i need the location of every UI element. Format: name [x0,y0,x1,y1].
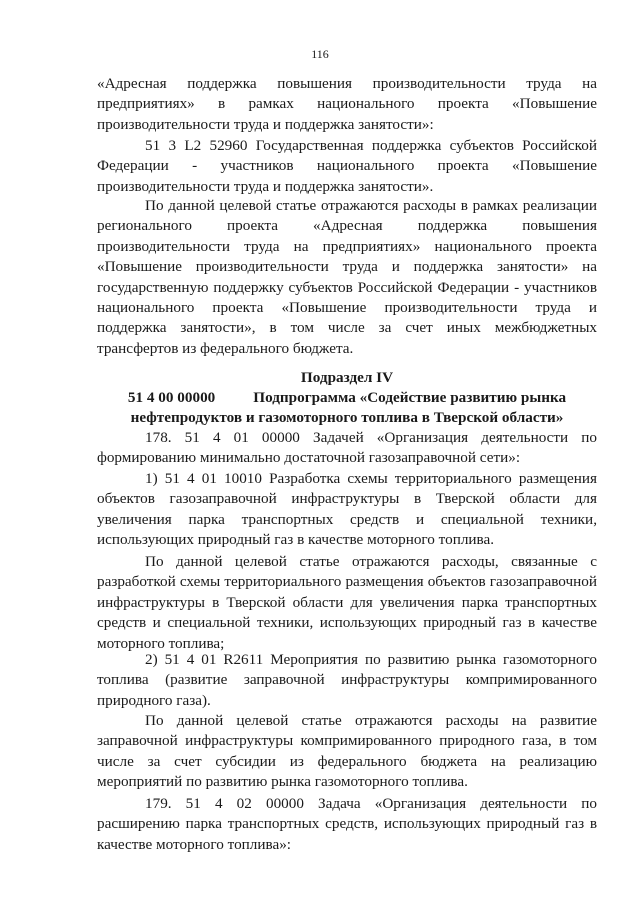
subprogram-code: 51 4 00 00000 [127,389,216,406]
paragraph-item-1-scheme-development: 1) 51 4 01 10010 Разработка схемы территориального размещения объектов газозаправочной инфраструктуры в Тверской области для увеличения парка транспортных средств и специальной техники, использующих природный газ в качестве моторного топлива. [97,470,597,549]
paragraph-expenses-description-3: По данной целевой статье отражаются расходы на развитие заправочной инфраструктуры компримированного природного газа, в том числе за счет субсидии из федерального бюджета на реализацию мероприятий по развитию рынка газомоторного топлива. [97,712,597,791]
paragraph-article-51-3-l2-52960: 51 3 L2 52960 Государственная поддержка субъектов Российской Федерации - участников национального проекта «Повышение производительности труда и поддержка занятости». [97,137,597,195]
paragraph-item-2-gas-market: 2) 51 4 01 R2611 Мероприятия по развитию рынка газомоторного топлива (развитие заправочной инфраструктуры компримированного природного газа). [97,651,597,709]
paragraph-expenses-description-2: По данной целевой статье отражаются расходы, связанные с разработкой схемы территориального размещения объектов газозаправочной инфраструктуры в Тверской области для увеличения парка транспортных средств и специальной техники, использующих природный газ в качестве моторного топлива; [97,553,597,652]
subprogram-title-line-1: Подпрограмма «Содействие развитию рынка [253,389,567,406]
paragraph-target-article-continuation: «Адресная поддержка повышения производительности труда на предприятиях» в рамках национального проекта «Повышение производительности труда и поддержка занятости»: [97,75,597,133]
subsection-heading [97,368,597,428]
subsection-number: Подраздел IV [300,369,394,386]
paragraph-task-179: 179. 51 4 02 00000 Задача «Организация деятельности по расширению парка транспортных средств, использующих природный газ в качестве моторного топлива»: [97,795,597,853]
paragraph-expenses-description-1: По данной целевой статье отражаются расходы в рамках реализации регионального проекта «Адресная поддержка повышения производительности труда на предприятиях» национального проекта «Повышение производительности труда и поддержка занятости» на государственную поддержку субъектов Российской Федерации - участников национального проекта «Повышение производительности труда и поддержка занятости», в том числе за счет иных межбюджетных трансфертов из федерального бюджета. [97,197,597,357]
page-number: 116 [311,47,329,61]
paragraph-task-178: 178. 51 4 01 00000 Задачей «Организация деятельности по формированию минимально достаточной газозаправочной сети»: [97,429,597,467]
subprogram-heading-row [97,388,597,408]
subprogram-title-line-2: нефтепродуктов и газомоторного топлива в Тверской области» [130,409,564,426]
